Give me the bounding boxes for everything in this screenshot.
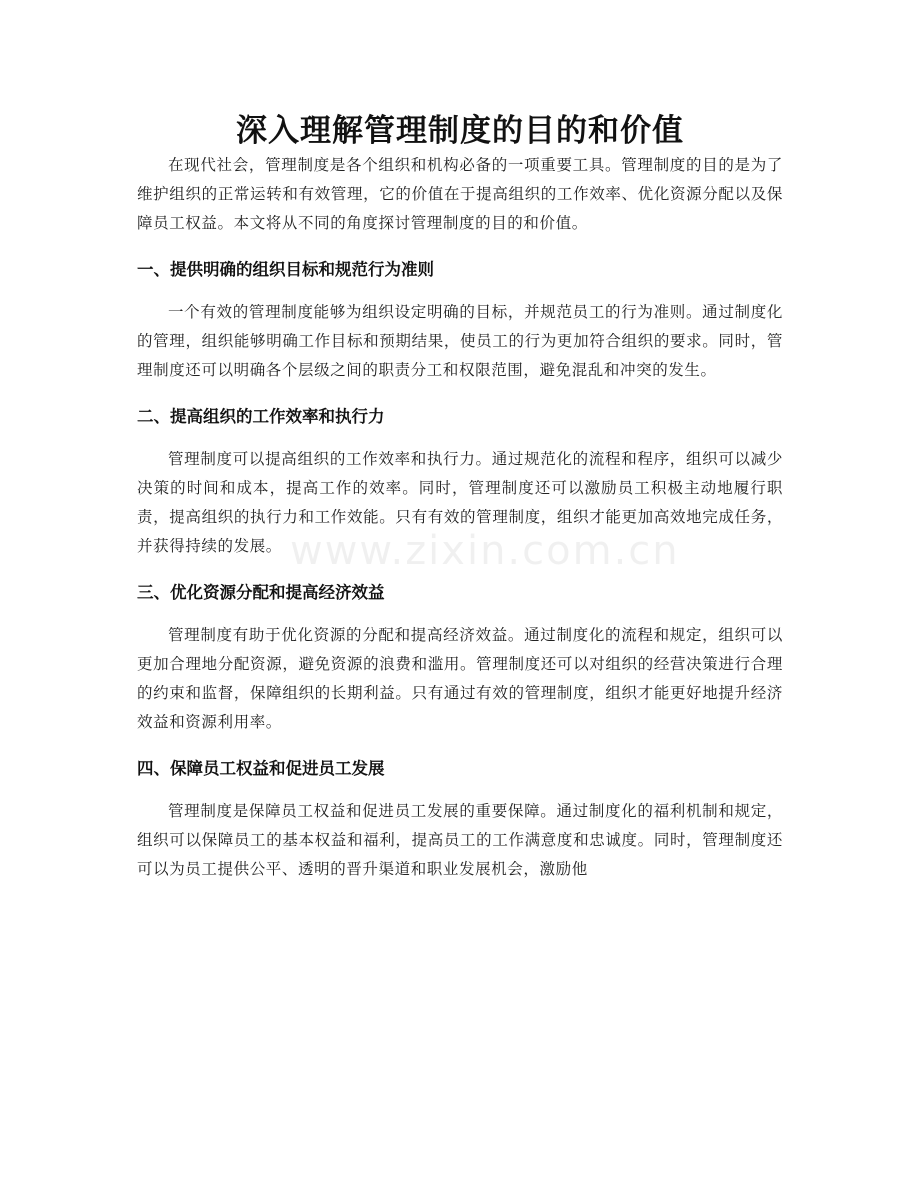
section-heading: 三、优化资源分配和提高经济效益 — [137, 583, 385, 602]
section-paragraph: 管理制度可以提高组织的工作效率和执行力。通过规范化的流程和程序，组织可以减少决策的时间和成本，提高工作的效率。同时，管理制度还可以激励员工积极主动地履行职责，提高组织的执行力和工作效能。只有有效的管理制度，组织才能更加高效地完成任务，并获得持续的发展。 — [137, 450, 783, 555]
section-paragraph: 一个有效的管理制度能够为组织设定明确的目标，并规范员工的行为准则。通过制度化的管理，组织能够明确工作目标和预期结果，使员工的行为更加符合组织的要求。同时，管理制度还可以明确各个层级之间的职责分工和权限范围，避免混乱和冲突的发生。 — [137, 303, 783, 379]
section-heading: 一、提供明确的组织目标和规范行为准则 — [137, 260, 434, 279]
section-4 — [137, 755, 783, 884]
document-title: 深入理解管理制度的目的和价值 — [236, 113, 684, 149]
section-heading: 四、保障员工权益和促进员工发展 — [137, 759, 385, 778]
section-paragraph: 管理制度有助于优化资源的分配和提高经济效益。通过制度化的流程和规定，组织可以更加合理地分配资源，避免资源的浪费和滥用。管理制度还可以对组织的经营决策进行合理的约束和监督，保障组织的长期利益。只有通过有效的管理制度，组织才能更好地提升经济效益和资源利用率。 — [137, 626, 783, 731]
section-heading: 二、提高组织的工作效率和执行力 — [137, 407, 385, 426]
section-1 — [137, 256, 783, 385]
section-2 — [137, 403, 783, 561]
section-3 — [137, 579, 783, 737]
intro-paragraph: 在现代社会，管理制度是各个组织和机构必备的一项重要工具。管理制度的目的是为了维护组织的正常运转和有效管理，它的价值在于提高组织的工作效率、优化资源分配以及保障员工权益。本文将从不同的角度探讨管理制度的目的和价值。 — [137, 156, 783, 232]
watermark: www.zixin.com.cn — [290, 528, 680, 574]
section-paragraph: 管理制度是保障员工权益和促进员工发展的重要保障。通过制度化的福利机制和规定，组织可以保障员工的基本权益和福利，提高员工的工作满意度和忠诚度。同时，管理制度还可以为员工提供公平、透明的晋升渠道和职业发展机会，激励他 — [137, 802, 783, 878]
